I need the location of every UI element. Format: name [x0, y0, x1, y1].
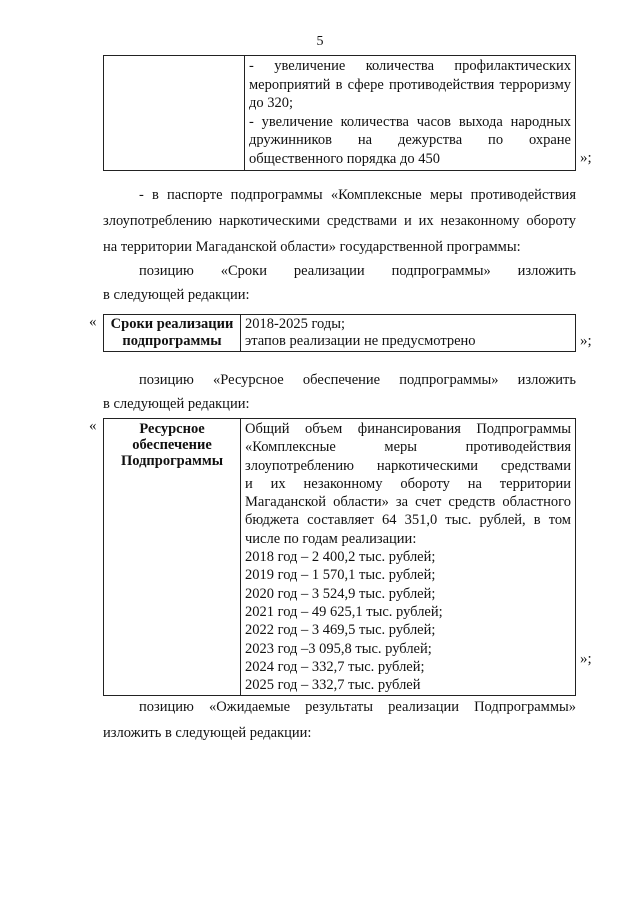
year-funding-line: 2024 год – 332,7 тыс. рублей;: [245, 658, 425, 675]
closing-quote: »;: [580, 333, 592, 349]
terms-value-line: 2018-2025 годы;: [245, 316, 346, 332]
year-funding-line: 2021 год – 49 625,1 тыс. рублей;: [245, 603, 443, 620]
terms-value-line: этапов реализации не предусмотрено: [245, 333, 476, 349]
empty-label-cell: [104, 56, 245, 171]
paragraph-line: позицию «Сроки реализации подпрограммы» изложить: [139, 263, 576, 279]
paragraph-line: позицию «Ресурсное обеспечение подпрограммы» изложить: [139, 372, 576, 388]
terms-label: Сроки реализации подпрограммы: [110, 316, 234, 349]
year-funding-line: 2018 год – 2 400,2 тыс. рублей;: [245, 549, 436, 566]
paragraph-line: на территории Магаданской области» государственной программы:: [103, 239, 521, 255]
paragraph-line: злоупотреблению наркотическими средствами и их незаконному обороту: [103, 213, 576, 229]
result-line: - увеличение количества часов выхода народных: [249, 113, 571, 130]
result-line: мероприятий в сфере противодействия терроризму: [249, 76, 571, 93]
position-paragraph-resources: [103, 371, 576, 413]
paragraph-line: - в паспорте подпрограммы «Комплексные меры противодействия: [139, 187, 576, 203]
results-cell: [245, 56, 576, 171]
page-number: 5: [316, 34, 324, 49]
position-paragraph-results: [103, 698, 576, 742]
year-funding-line: 2023 год –3 095,8 тыс. рублей;: [245, 640, 432, 657]
result-line: до 320;: [249, 95, 294, 112]
result-line: дружинников на дежурства по охране: [249, 132, 571, 149]
funding-line: «Комплексные меры противодействия: [245, 439, 571, 456]
resources-label: Ресурсное обеспечение Подпрограммы: [120, 421, 224, 469]
opening-quote: «: [89, 314, 97, 330]
closing-quote: »;: [580, 651, 592, 667]
result-line: - увеличение количества профилактических: [249, 58, 571, 74]
opening-quote: «: [89, 418, 97, 434]
resources-label-cell: [104, 419, 241, 696]
terms-label-cell: [104, 315, 241, 352]
paragraph-line: изложить в следующей редакции:: [103, 725, 312, 741]
funding-line: Общий объем финансирования Подпрограммы: [245, 421, 571, 437]
position-paragraph-terms: [103, 262, 576, 304]
funding-line: и их незаконному обороту на территории: [245, 475, 571, 492]
year-funding-line: 2020 год – 3 524,9 тыс. рублей;: [245, 585, 436, 602]
closing-quote: »;: [580, 150, 592, 166]
terms-table: [103, 314, 576, 352]
funding-line: злоупотреблению наркотическими средствами: [245, 457, 571, 474]
paragraph-line: в следующей редакции:: [103, 396, 250, 412]
funding-line: Магаданской области» за счет средств областного: [245, 494, 571, 511]
paragraph-line: позицию «Ожидаемые результаты реализации Подпрограммы»: [139, 699, 576, 715]
resources-table: [103, 418, 576, 696]
resources-value-cell: [241, 419, 576, 696]
result-line: общественного порядка до 450: [249, 150, 440, 167]
continuation-table: [103, 55, 576, 171]
funding-line: бюджета составляет 64 351,0 тыс. рублей, в том: [245, 512, 571, 529]
funding-line: числе по годам реализации:: [245, 530, 417, 547]
passport-paragraph: [103, 186, 576, 256]
year-funding-line: 2022 год – 3 469,5 тыс. рублей;: [245, 622, 436, 639]
year-funding-line: 2025 год – 332,7 тыс. рублей: [245, 677, 421, 694]
paragraph-line: в следующей редакции:: [103, 287, 250, 303]
terms-value-cell: [241, 315, 576, 352]
year-funding-line: 2019 год – 1 570,1 тыс. рублей;: [245, 567, 436, 584]
